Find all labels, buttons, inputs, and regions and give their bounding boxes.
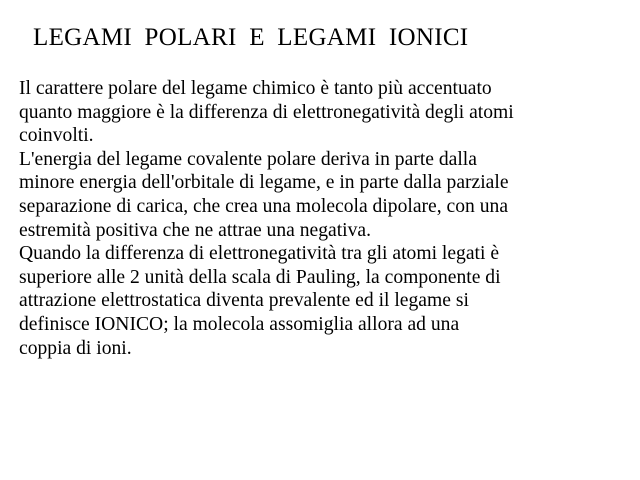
body-text xyxy=(19,77,624,360)
text-line: coinvolti. xyxy=(19,125,94,147)
text-line: superiore alle 2 unità della scala di Pauling, la componente di xyxy=(19,266,501,288)
text-line: attrazione elettrostatica diventa prevalente ed il legame si xyxy=(19,290,469,312)
text-line: separazione di carica, che crea una molecola dipolare, con una xyxy=(19,195,509,217)
text-line: definisce IONICO; la molecola assomiglia allora ad una xyxy=(19,313,460,335)
text-line: Il carattere polare del legame chimico è tanto più accentuato xyxy=(19,78,492,99)
text-line: Quando la differenza di elettronegatività tra gli atomi legati è xyxy=(19,243,500,265)
text-line: quanto maggiore è la differenza di elettronegatività degli atomi xyxy=(19,101,514,123)
text-line: L'energia del legame covalente polare deriva in parte dalla xyxy=(19,148,477,170)
slide-title: LEGAMI POLARI E LEGAMI IONICI xyxy=(33,24,469,51)
text-line: minore energia dell'orbitale di legame, e in parte dalla parziale xyxy=(19,172,509,194)
text-line: coppia di ioni. xyxy=(19,337,132,359)
text-line: estremità positiva che ne attrae una negativa. xyxy=(19,219,371,241)
